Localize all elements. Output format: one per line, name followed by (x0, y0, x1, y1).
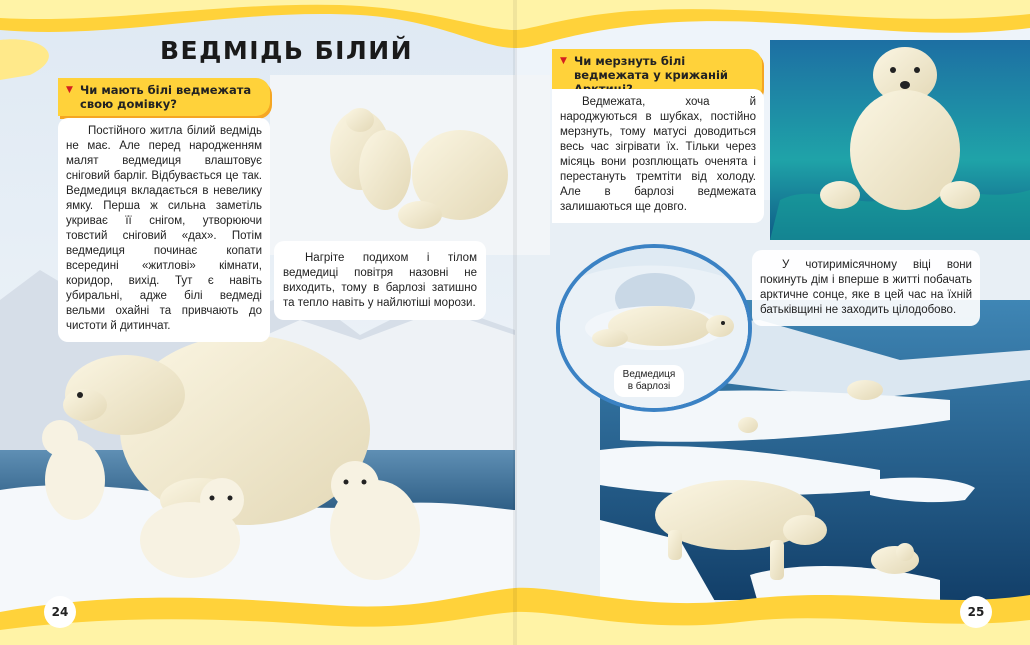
right-body-text (552, 89, 764, 223)
red-triangle-icon: ▼ (66, 85, 73, 95)
page-title: ВЕДМІДЬ БІЛИЙ (160, 36, 414, 65)
red-triangle-icon: ▼ (560, 56, 567, 66)
page-number-right: 25 (960, 596, 992, 628)
left-question-heading (58, 78, 270, 116)
left-question-heading-text: Чи мають білі ведмежата свою домівку? (80, 83, 252, 111)
inset-caption: Ведмедиця в барлозі (614, 365, 684, 397)
right-question-heading-text: Чи мерзнуть білі ведмежата у крижаній (574, 54, 728, 82)
right-note-paragraph: У чотиримісячному віці вони покинуть дім і вперше в житті побачать арктичне сонце, яке в цей час на їхній батьківщині не заходить цілодобово. (760, 259, 972, 316)
left-body-text (58, 118, 270, 342)
center-note (274, 241, 486, 320)
center-note-paragraph: Нагріте подихом і тілом ведмедиці повітря назовні не виходить, тому в барлозі затишно та тепло навіть у найлютіші морози. (283, 252, 477, 309)
right-body-paragraph: Ведмежата, хоча й народжуються в шубках, постійно мерзнуть, тому матусі доводиться весь час зігрівати їх. Тільки через місяць вони розплющать оченята і перестануть тремтіти від холоду. Але в барлозі ведмежата залишаються ще довго. (560, 96, 756, 213)
left-body-paragraph: Постійного житла білий ведмідь не має. Але перед народженням малят ведмедиця влаштовує сніговий барліг. Відбувається це так. Ведмедиця вкладається в невелику ямку. Перша ж сильна заметіль укриває її снігом, утворюючи товстий сніговий «дах». Потім ведмедиця починає копати всередині «житлові» кімнати, коридор, вихід. Тут є навіть убиральні, адже білі ведмеді вельми охайні та привчають до чистоти й дитинчат. (66, 125, 262, 332)
page-number-left: 24 (44, 596, 76, 628)
right-note (752, 250, 980, 326)
